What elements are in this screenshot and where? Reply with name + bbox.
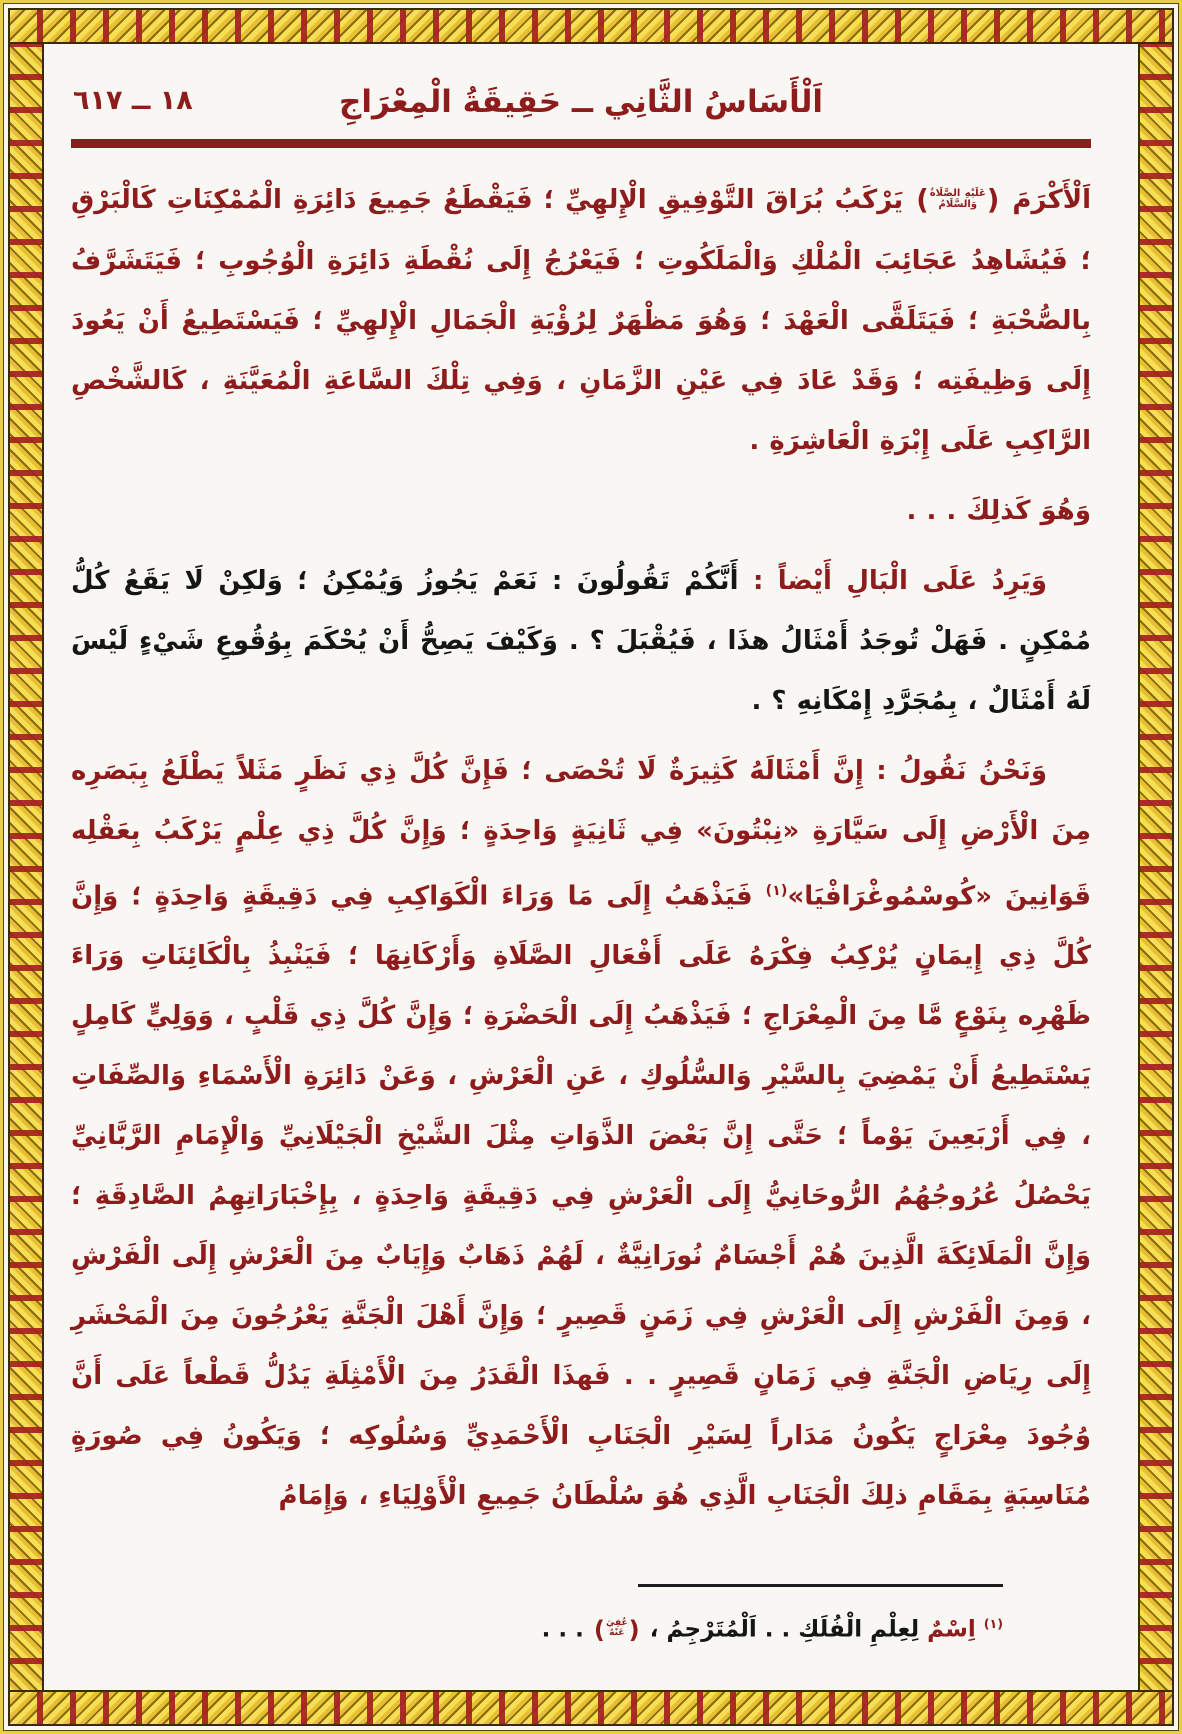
footnote-ref-marker: (١) (983, 1615, 1003, 1631)
footnote-area (71, 1584, 1091, 1651)
text-run: وَهُوَ كَذلِكَ . . . (906, 495, 1091, 526)
text-run: وَنَحْنُ نَقُولُ : إِنَّ أَمْثَالَهُ كَثِيرَةٌ لَا تُحْصَى ؛ فَإِنَّ كُلَّ ذِي نَظَرٍ مَثَلاً يَطْلَعُ بِبَصَرِه مِنَ الْأَرْضِ إِلَى سَيَّارَةِ «نِبْتُونَ» فِي ثَانِيَةٍ وَاحِدَةٍ ؛ وَإِنَّ كُلَّ ذِي عِلْمٍ يَرْكَبُ بِعَقْلِه قَوَانِينَ «كُوسْمُوغْرَافْيَا» (71, 755, 1092, 912)
footnote-ref-marker: (١) (765, 882, 788, 899)
para-answer (71, 741, 1091, 1527)
page-content (71, 49, 1091, 1689)
page-title: اَلْأَسَاسُ الثَّانِي ــ حَقِيقَةُ الْمِعْرَاجِ (339, 84, 823, 120)
para-miraj-buraq (71, 170, 1091, 471)
footnote-separator (638, 1584, 1003, 1587)
header-rule (71, 139, 1091, 148)
calligraphic-seal: ( عَلَيْهِ الصَّلَاةُ وَالسَّلَامُ ) (916, 184, 1000, 216)
para-objection (71, 551, 1091, 731)
text-run: اَلْأَكْرَمَ (1001, 185, 1091, 215)
text-run: لِعِلْمِ الْفُلَكِ . . اَلْمُتَرْجِمُ ، (641, 1616, 920, 1643)
page-number: ١٨ ــ ٦١٧ (73, 85, 193, 116)
page-header (71, 73, 1091, 131)
text-run: وَيَرِدُ عَلَى الْبَالِ أَيْضاً : (738, 565, 1047, 596)
text-run: اِسْمٌ (919, 1616, 984, 1643)
ornamental-border-top (8, 8, 1174, 44)
para-wahuwa-kadhalik (71, 481, 1091, 541)
text-run: فَيَذْهَبُ إِلَى مَا وَرَاءَ الْكَوَاكِبِ فِي دَقِيقَةٍ وَاحِدَةٍ ؛ وَإِنَّ كُلَّ ذِي إِيمَانٍ يُرْكِبُ فِكْرَهُ عَلَى أَفْعَالِ الصَّلَاةِ وَأَرْكَانِهَا ؛ فَيَنْبِذُ بِالْكَائِنَاتِ وَرَاءَ ظَهْرِه بِنَوْعٍ مَّا مِنَ الْمِعْرَاجِ ؛ فَيَذْهَبُ إِلَى الْحَضْرَةِ ؛ وَإِنَّ كُلَّ ذِي قَلْبٍ ، وَوَلِيٍّ كَامِلٍ يَسْتَطِيعُ أَنْ يَمْضِيَ بِالسَّيْرِ وَالسُّلُوكِ ، عَنِ الْعَرْشِ ، وَعَنْ دَائِرَةِ الْأَسْمَاءِ وَالصِّفَاتِ ، فِي أَرْبَعِينَ يَوْماً ؛ حَتَّى إِنَّ بَعْضَ الذَّوَاتِ مِثْلَ الشَّيْخِ الْجَيْلَانِيِّ وَالْإِمَامِ الرَّبَّانِيِّ يَحْصُلُ عُرُوجُهُمُ الرُّوحَانِيُّ إِلَى الْعَرْشِ فِي دَقِيقَةٍ وَاحِدَةٍ ، بِإِخْبَارَاتِهِمُ الصَّادِقَةِ ؛ وَإِنَّ الْمَلَائِكَةَ الَّذِينَ هُمْ أَجْسَامٌ نُورَانِيَّةٌ ، لَهُمْ ذَهَابٌ وَإِيَابٌ مِنَ الْعَرْشِ إِلَى الْفَرْشِ ، وَمِنَ الْفَرْشِ إِلَى الْعَرْشِ فِي زَمَنٍ قَصِيرٍ ؛ وَإِنَّ أَهْلَ الْجَنَّةِ يَعْرُجُونَ مِنَ الْمَحْشَرِ إِلَى رِيَاضِ الْجَنَّةِ فِي زَمَانٍ قَصِيرٍ . . فَهذَا الْقَدَرُ مِنَ الْأَمْثِلَةِ يَدُلُّ قَطْعاً عَلَى أَنَّ وُجُودَ مِعْرَاجٍ يَكُونُ مَدَاراً لِسَيْرِ الْجَنَابِ الْأَحْمَدِيِّ وَسُلُوكِه ؛ وَيَكُونُ فِي صُورَةٍ مُنَاسِبَةٍ بِمَقَامِ ذلِكَ الْجَنَابِ الَّذِي هُوَ سُلْطَانُ جَمِيعِ الْأَوْلِيَاءِ ، وَإِمَامُ (71, 881, 1091, 1512)
footnote-text (71, 1603, 1003, 1651)
calligraphic-seal: ( عُفِيَ عَنْهُ ) (593, 1616, 640, 1644)
text-run: . . . (541, 1616, 592, 1643)
text-run: يَرْكَبُ بُرَاقَ التَّوْفِيقِ الْإِلهِيِّ ؛ فَيَقْطَعُ جَمِيعَ دَائِرَةِ الْمُمْكِنَاتِ كَالْبَرْقِ ؛ فَيُشَاهِدُ عَجَائِبَ الْمُلْكِ وَالْمَلَكُوتِ ؛ فَيَعْرُجُ إِلَى نُقْطَةِ دَائِرَةِ الْوُجُوبِ ؛ فَيَتَشَرَّفُ بِالصُّحْبَةِ ؛ فَيَتَلَقَّى الْعَهْدَ ؛ وَهُوَ مَظْهَرٌ لِرُؤْيَةِ الْجَمَالِ الْإِلهِيِّ ؛ فَيَسْتَطِيعُ أَنْ يَعُودَ إِلَى وَظِيفَتِه ؛ وَقَدْ عَادَ فِي عَيْنِ الزَّمَانِ ، وَفِي تِلْكَ السَّاعَةِ الْمُعَيَّنَةِ ، كَالشَّخْصِ الرَّاكِبِ عَلَى إِبْرَةِ الْعَاشِرَةِ . (71, 185, 1091, 456)
body-text (71, 170, 1091, 1526)
text-run: أَنَّكُمْ تَقُولُونَ : نَعَمْ يَجُوزُ وَيُمْكِنُ ؛ وَلكِنْ لَا يَقَعُ كُلُّ مُمْكِنٍ . فَهَلْ تُوجَدُ أَمْثَالُ هذَا ، فَيُقْبَلَ ؟ . وَكَيْفَ يَصِحُّ أَنْ يُحْكَمَ بِوُقُوعِ شَيْءٍ لَيْسَ لَهُ أَمْثَالٌ ، بِمُجَرَّدِ إِمْكَانِهِ ؟ . (71, 565, 1091, 716)
ornamental-border-left (8, 8, 44, 1726)
ornamental-border-bottom (8, 1690, 1174, 1726)
ornamental-border-right (1138, 8, 1174, 1726)
